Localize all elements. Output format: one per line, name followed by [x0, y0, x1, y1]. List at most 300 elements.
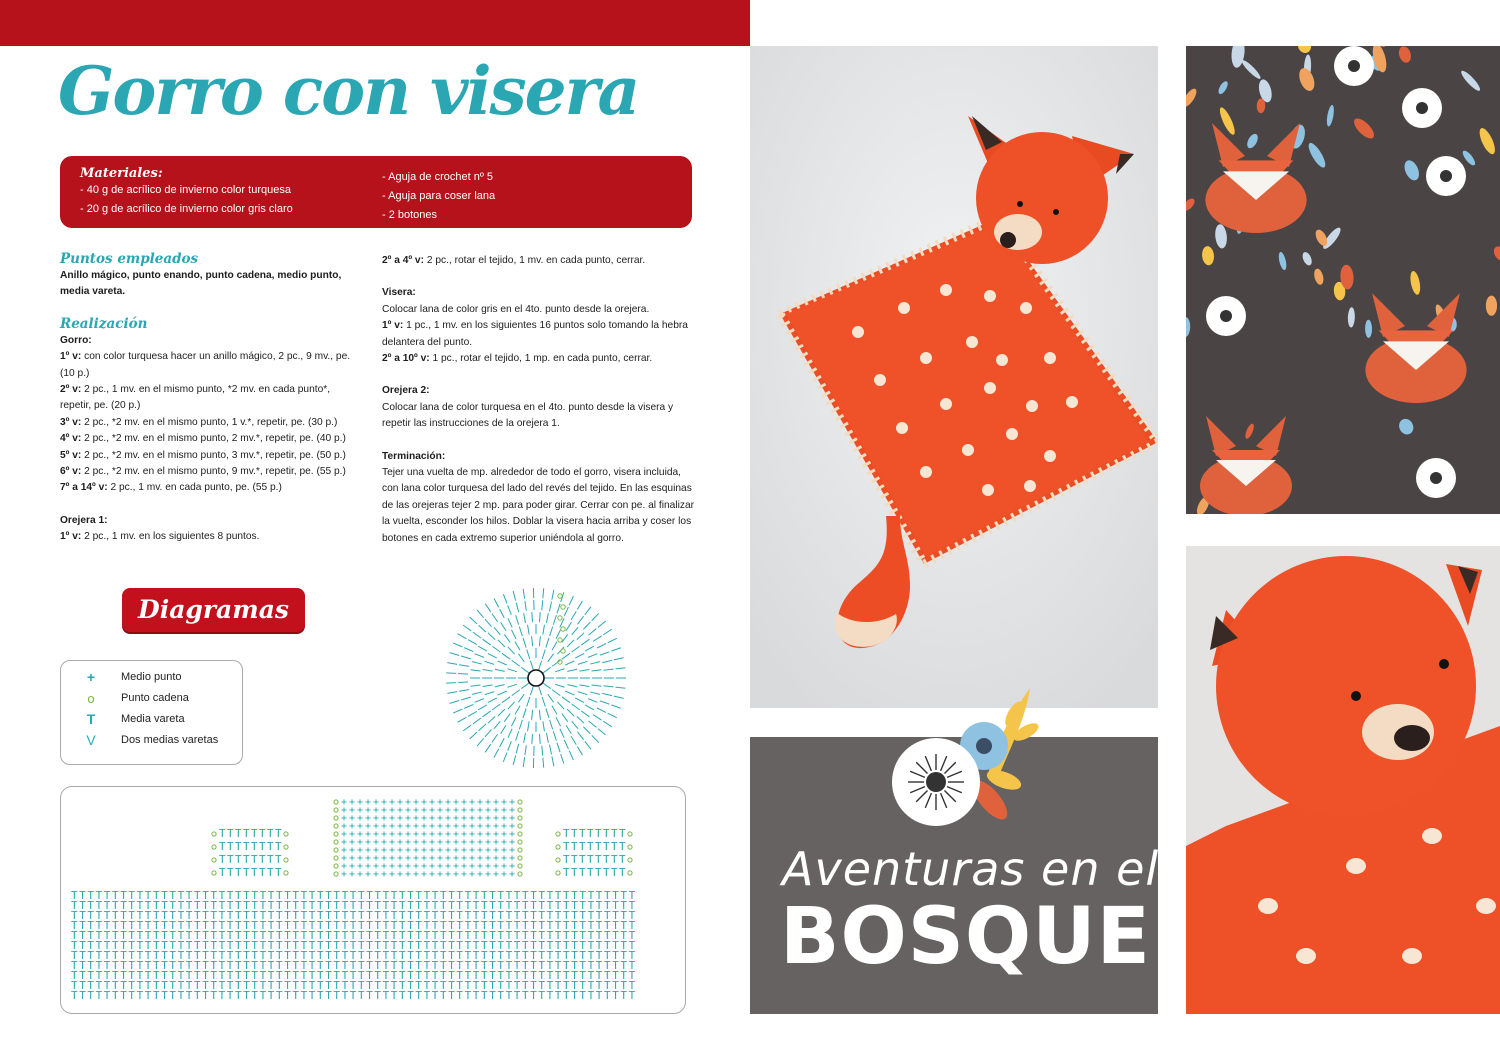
svg-text:T: T	[546, 939, 554, 952]
svg-text:+: +	[349, 805, 356, 816]
svg-text:T: T	[128, 989, 136, 1002]
svg-text:+: +	[461, 797, 468, 808]
svg-text:T: T	[251, 827, 258, 840]
svg-text:T: T	[374, 919, 382, 932]
svg-text:+: +	[509, 869, 516, 880]
svg-text:T: T	[325, 919, 332, 932]
svg-text:T: T	[300, 979, 308, 992]
svg-text:T: T	[276, 989, 283, 1002]
svg-text:T: T	[169, 939, 177, 952]
svg-text:T: T	[619, 866, 626, 879]
svg-text:T: T	[300, 899, 308, 912]
svg-text:T: T	[185, 929, 193, 942]
svg-text:T: T	[153, 969, 160, 982]
svg-text:+: +	[437, 829, 444, 840]
svg-text:T: T	[267, 840, 274, 853]
svg-text:+: +	[341, 837, 348, 848]
svg-text:+: +	[437, 837, 444, 848]
svg-text:+: +	[397, 797, 404, 808]
svg-text:T: T	[619, 853, 626, 866]
svg-text:+: +	[421, 805, 428, 816]
svg-text:T: T	[382, 929, 390, 942]
svg-text:+: +	[413, 821, 420, 832]
svg-text:+: +	[509, 845, 516, 856]
svg-text:+: +	[381, 869, 388, 880]
svg-text:T: T	[497, 889, 505, 902]
svg-text:T: T	[579, 929, 587, 942]
svg-text:T: T	[579, 853, 586, 866]
svg-text:T: T	[317, 909, 324, 922]
svg-text:T: T	[374, 909, 382, 922]
svg-text:T: T	[472, 959, 480, 972]
svg-text:T: T	[153, 939, 160, 952]
svg-text:T: T	[325, 929, 332, 942]
fox-pattern-image	[1186, 46, 1500, 514]
svg-text:+: +	[349, 869, 356, 880]
svg-text:T: T	[612, 979, 619, 992]
svg-text:T: T	[603, 840, 610, 853]
svg-text:T: T	[522, 949, 529, 962]
svg-text:T: T	[431, 909, 439, 922]
svg-text:T: T	[292, 979, 300, 992]
svg-text:T: T	[251, 929, 259, 942]
svg-text:T: T	[218, 889, 226, 902]
svg-text:T: T	[341, 889, 349, 902]
svg-text:T: T	[505, 979, 513, 992]
svg-text:T: T	[497, 899, 505, 912]
svg-text:T: T	[407, 969, 414, 982]
svg-text:+: +	[381, 813, 388, 824]
svg-text:T: T	[358, 959, 365, 972]
magic-ring-icon	[528, 670, 544, 686]
svg-text:T: T	[341, 939, 349, 952]
svg-text:T: T	[522, 939, 529, 952]
svg-text:T: T	[251, 840, 258, 853]
svg-text:T: T	[95, 949, 103, 962]
svg-text:T: T	[472, 889, 480, 902]
svg-text:T: T	[513, 939, 521, 952]
svg-text:+: +	[341, 861, 348, 872]
svg-text:T: T	[472, 969, 480, 982]
svg-text:T: T	[202, 949, 209, 962]
svg-text:T: T	[235, 909, 242, 922]
svg-text:+: +	[357, 853, 364, 864]
svg-text:T: T	[448, 989, 455, 1002]
svg-text:T: T	[276, 919, 283, 932]
svg-text:T: T	[366, 929, 373, 942]
svg-text:T: T	[415, 959, 423, 972]
svg-text:T: T	[219, 840, 226, 853]
instruction-row: 1º v: con color turquesa hacer un anillo mágico, 2 pc., 9 mv., pe. (10 p.)	[60, 351, 351, 379]
svg-text:T: T	[185, 989, 193, 1002]
svg-text:T: T	[595, 840, 602, 853]
svg-text:T: T	[341, 909, 349, 922]
svg-text:T: T	[103, 949, 111, 962]
svg-text:T: T	[489, 919, 496, 932]
svg-text:T: T	[382, 909, 390, 922]
svg-text:T: T	[399, 909, 406, 922]
svg-text:T: T	[308, 929, 316, 942]
svg-text:+: +	[405, 797, 412, 808]
svg-text:T: T	[390, 909, 398, 922]
svg-text:+: +	[493, 853, 500, 864]
svg-text:T: T	[595, 949, 603, 962]
svg-text:T: T	[415, 979, 423, 992]
svg-text:T: T	[349, 969, 357, 982]
svg-text:T: T	[620, 929, 628, 942]
svg-text:T: T	[136, 919, 144, 932]
svg-text:T: T	[554, 969, 562, 982]
svg-text:T: T	[382, 919, 390, 932]
svg-text:T: T	[226, 889, 234, 902]
svg-text:T: T	[259, 889, 267, 902]
svg-text:T: T	[185, 889, 193, 902]
svg-text:+: +	[501, 837, 508, 848]
svg-text:+: +	[389, 861, 396, 872]
svg-text:T: T	[546, 979, 554, 992]
svg-text:T: T	[161, 909, 168, 922]
material-item: - 40 g de acrílico de invierno color turquesa	[80, 184, 291, 196]
svg-text:T: T	[325, 969, 332, 982]
svg-text:T: T	[407, 929, 414, 942]
svg-text:+: +	[357, 837, 364, 848]
svg-text:+: +	[341, 845, 348, 856]
svg-text:T: T	[144, 939, 152, 952]
svg-text:T: T	[95, 889, 103, 902]
svg-text:T: T	[243, 840, 250, 853]
svg-text:T: T	[366, 989, 373, 1002]
svg-text:T: T	[95, 959, 103, 972]
svg-text:+: +	[437, 797, 444, 808]
svg-text:+: +	[493, 837, 500, 848]
svg-text:T: T	[235, 866, 242, 879]
svg-text:T: T	[112, 889, 119, 902]
svg-text:T: T	[612, 919, 619, 932]
svg-text:+: +	[381, 805, 388, 816]
svg-text:+: +	[485, 861, 492, 872]
svg-text:+: +	[477, 821, 484, 832]
svg-text:T: T	[349, 909, 357, 922]
svg-text:T: T	[423, 989, 431, 1002]
svg-text:T: T	[522, 989, 529, 1002]
svg-text:T: T	[308, 939, 316, 952]
svg-text:T: T	[251, 949, 259, 962]
svg-text:T: T	[79, 939, 86, 952]
svg-text:T: T	[161, 959, 168, 972]
svg-text:T: T	[513, 949, 521, 962]
svg-text:T: T	[505, 899, 513, 912]
svg-text:T: T	[464, 959, 472, 972]
svg-text:T: T	[317, 989, 324, 1002]
svg-text:T: T	[103, 899, 111, 912]
svg-text:+: +	[405, 821, 412, 832]
svg-text:T: T	[587, 889, 595, 902]
svg-text:T: T	[481, 919, 488, 932]
svg-text:T: T	[243, 969, 250, 982]
svg-text:T: T	[587, 827, 594, 840]
legend-item	[61, 709, 185, 729]
materials-heading: Materiales:	[80, 166, 163, 181]
svg-text:T: T	[407, 979, 414, 992]
svg-text:T: T	[571, 866, 578, 879]
svg-text:T: T	[169, 949, 177, 962]
svg-text:T: T	[563, 929, 570, 942]
svg-text:T: T	[628, 909, 636, 922]
svg-text:T: T	[276, 969, 283, 982]
svg-text:T: T	[472, 899, 480, 912]
svg-text:T: T	[325, 939, 332, 952]
svg-text:T: T	[169, 889, 177, 902]
svg-text:T: T	[595, 899, 603, 912]
svg-text:T: T	[595, 853, 602, 866]
svg-text:T: T	[522, 929, 529, 942]
svg-text:+: +	[485, 821, 492, 832]
svg-text:T: T	[194, 889, 201, 902]
svg-text:T: T	[185, 959, 193, 972]
svg-text:T: T	[628, 929, 636, 942]
svg-text:T: T	[522, 899, 529, 912]
svg-text:+: +	[357, 813, 364, 824]
svg-text:T: T	[218, 939, 226, 952]
svg-text:T: T	[136, 979, 144, 992]
svg-text:T: T	[210, 979, 218, 992]
svg-text:+: +	[357, 797, 364, 808]
svg-text:T: T	[603, 866, 610, 879]
svg-text:T: T	[112, 919, 119, 932]
svg-text:T: T	[431, 969, 439, 982]
svg-text:T: T	[366, 919, 373, 932]
svg-text:T: T	[456, 959, 464, 972]
svg-text:T: T	[603, 853, 610, 866]
svg-text:T: T	[284, 969, 291, 982]
svg-text:T: T	[415, 949, 423, 962]
svg-text:T: T	[259, 840, 266, 853]
svg-text:T: T	[169, 899, 177, 912]
svg-text:T: T	[456, 969, 464, 982]
svg-text:T: T	[522, 889, 529, 902]
svg-text:T: T	[587, 909, 595, 922]
svg-text:T: T	[103, 969, 111, 982]
svg-text:+: +	[357, 821, 364, 832]
svg-text:+: +	[381, 821, 388, 832]
svg-text:+: +	[365, 861, 372, 872]
svg-text:T: T	[292, 939, 300, 952]
svg-text:T: T	[79, 979, 86, 992]
svg-text:T: T	[267, 866, 274, 879]
svg-text:T: T	[612, 969, 619, 982]
svg-text:T: T	[169, 989, 177, 1002]
svg-text:T: T	[530, 949, 537, 962]
svg-text:+: +	[429, 861, 436, 872]
svg-text:T: T	[226, 949, 234, 962]
svg-text:T: T	[604, 989, 611, 1002]
svg-text:T: T	[210, 969, 218, 982]
svg-text:T: T	[87, 989, 95, 1002]
svg-text:T: T	[563, 979, 570, 992]
svg-text:+: +	[445, 861, 452, 872]
svg-text:T: T	[464, 909, 472, 922]
svg-text:T: T	[522, 959, 529, 972]
svg-text:T: T	[194, 929, 201, 942]
svg-text:T: T	[161, 929, 168, 942]
svg-text:T: T	[267, 909, 275, 922]
svg-text:T: T	[243, 929, 250, 942]
svg-text:+: +	[373, 845, 380, 856]
svg-text:T: T	[513, 889, 521, 902]
svg-text:T: T	[71, 949, 78, 962]
svg-text:T: T	[571, 909, 578, 922]
svg-text:T: T	[423, 899, 431, 912]
svg-text:T: T	[161, 899, 168, 912]
svg-text:T: T	[358, 929, 365, 942]
svg-text:T: T	[587, 989, 595, 1002]
circle-icon: o	[87, 690, 95, 706]
svg-text:T: T	[87, 919, 95, 932]
svg-text:T: T	[243, 827, 250, 840]
svg-text:T: T	[382, 979, 390, 992]
svg-text:T: T	[341, 949, 349, 962]
terminacion-label: Terminación:	[382, 450, 446, 462]
svg-text:T: T	[620, 889, 628, 902]
legend-item	[61, 730, 218, 750]
svg-text:T: T	[497, 929, 505, 942]
svg-text:+: +	[381, 797, 388, 808]
svg-text:+: +	[405, 869, 412, 880]
svg-text:T: T	[226, 979, 234, 992]
svg-text:T: T	[235, 919, 242, 932]
svg-text:+: +	[509, 813, 516, 824]
svg-text:+: +	[469, 853, 476, 864]
svg-text:+: +	[461, 853, 468, 864]
svg-text:T: T	[349, 929, 357, 942]
svg-text:+: +	[397, 805, 404, 816]
svg-text:T: T	[243, 866, 250, 879]
svg-text:T: T	[292, 919, 300, 932]
svg-text:T: T	[144, 909, 152, 922]
svg-text:T: T	[341, 969, 349, 982]
svg-text:T: T	[259, 909, 267, 922]
page-title: Gorro con visera	[58, 52, 639, 130]
svg-text:T: T	[325, 899, 332, 912]
svg-text:T: T	[95, 919, 103, 932]
svg-text:T: T	[87, 969, 95, 982]
svg-text:T: T	[538, 959, 546, 972]
svg-text:T: T	[71, 969, 78, 982]
svg-text:T: T	[87, 949, 95, 962]
svg-text:+: +	[509, 861, 516, 872]
svg-text:+: +	[349, 861, 356, 872]
svg-text:T: T	[620, 949, 628, 962]
svg-text:T: T	[538, 939, 546, 952]
svg-text:T: T	[530, 979, 537, 992]
svg-text:+: +	[413, 869, 420, 880]
svg-text:T: T	[333, 969, 341, 982]
svg-text:+: +	[421, 797, 428, 808]
svg-text:T: T	[399, 919, 406, 932]
hat-stitch-chart	[60, 786, 686, 1014]
svg-text:T: T	[415, 969, 423, 982]
svg-text:T: T	[177, 909, 185, 922]
svg-text:T: T	[194, 969, 201, 982]
svg-text:T: T	[423, 909, 431, 922]
svg-text:T: T	[153, 989, 160, 1002]
svg-text:T: T	[308, 889, 316, 902]
svg-text:+: +	[357, 861, 364, 872]
svg-text:T: T	[185, 979, 193, 992]
svg-text:+: +	[453, 805, 460, 816]
svg-text:T: T	[505, 969, 513, 982]
diagramas-heading: Diagramas	[122, 588, 305, 632]
svg-text:T: T	[472, 979, 480, 992]
svg-text:T: T	[390, 929, 398, 942]
svg-text:T: T	[95, 909, 103, 922]
svg-text:T: T	[440, 969, 447, 982]
svg-text:T: T	[235, 939, 242, 952]
svg-text:T: T	[71, 929, 78, 942]
svg-text:T: T	[153, 929, 160, 942]
material-item: - 2 botones	[382, 209, 438, 221]
svg-text:T: T	[275, 866, 282, 879]
svg-text:T: T	[481, 889, 488, 902]
svg-text:T: T	[481, 979, 488, 992]
svg-text:T: T	[358, 969, 365, 982]
svg-text:T: T	[136, 909, 144, 922]
svg-text:T: T	[317, 979, 324, 992]
svg-text:T: T	[407, 909, 414, 922]
svg-text:+: +	[445, 853, 452, 864]
svg-text:+: +	[453, 821, 460, 832]
t-icon: T	[86, 711, 96, 727]
svg-text:+: +	[493, 805, 500, 816]
svg-text:+: +	[405, 813, 412, 824]
svg-text:T: T	[144, 989, 152, 1002]
svg-text:T: T	[120, 899, 127, 912]
svg-text:T: T	[530, 959, 537, 972]
svg-text:+: +	[365, 869, 372, 880]
svg-text:+: +	[469, 813, 476, 824]
svg-text:T: T	[276, 979, 283, 992]
svg-text:+: +	[501, 829, 508, 840]
svg-text:T: T	[619, 827, 626, 840]
materials-left	[80, 166, 293, 219]
svg-text:+: +	[373, 805, 380, 816]
svg-text:T: T	[448, 919, 455, 932]
svg-text:T: T	[300, 949, 308, 962]
svg-text:T: T	[481, 989, 488, 1002]
svg-text:T: T	[259, 853, 266, 866]
svg-text:T: T	[161, 939, 168, 952]
svg-text:T: T	[497, 939, 505, 952]
svg-text:T: T	[595, 959, 603, 972]
svg-text:T: T	[226, 989, 234, 1002]
svg-text:T: T	[259, 949, 267, 962]
svg-text:T: T	[464, 939, 472, 952]
svg-text:T: T	[317, 959, 324, 972]
svg-text:T: T	[563, 949, 570, 962]
svg-text:T: T	[349, 959, 357, 972]
svg-text:T: T	[276, 949, 283, 962]
svg-text:T: T	[587, 840, 594, 853]
svg-text:T: T	[349, 899, 357, 912]
svg-text:T: T	[194, 899, 201, 912]
svg-text:+: +	[381, 829, 388, 840]
svg-text:T: T	[440, 899, 447, 912]
svg-text:T: T	[538, 899, 546, 912]
svg-text:T: T	[595, 889, 603, 902]
svg-text:T: T	[489, 939, 496, 952]
circular-stitch-diagram	[440, 580, 632, 772]
svg-text:T: T	[284, 899, 291, 912]
